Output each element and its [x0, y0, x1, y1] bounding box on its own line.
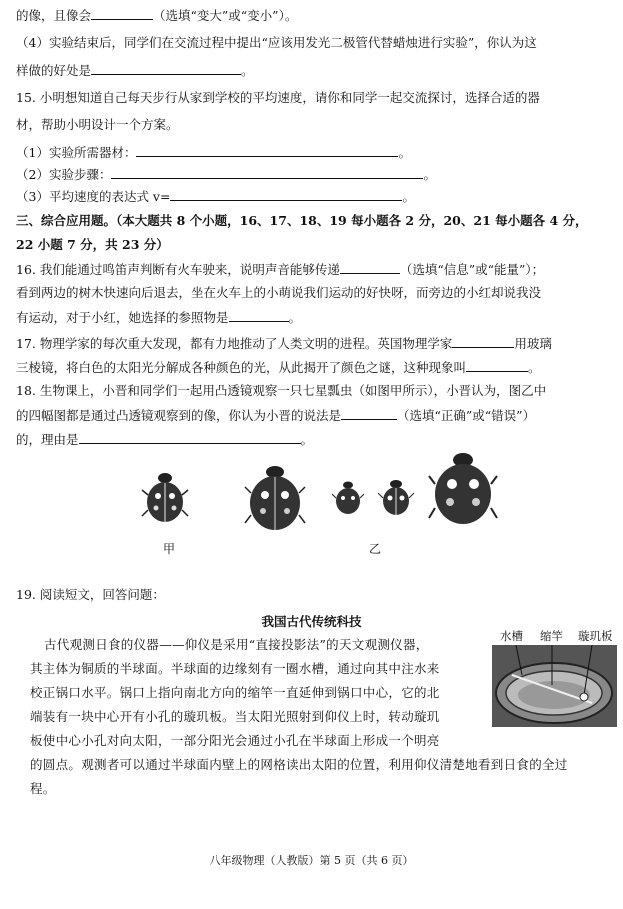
fig-label-plate: 璇玑板 — [578, 629, 613, 643]
q15-stem-cont: 材，帮助小明设计一个方案。 — [16, 117, 179, 132]
answer-blank — [452, 334, 514, 348]
article-line: 校正锅口水平。锅口上指向南北方向的缩竿一直延伸到锅口中心，它的北 — [30, 685, 440, 700]
article-line: 端装有一块中心开有小孔的璇玑板。当太阳光照射到仰仪上时，转动璇玑 — [30, 709, 440, 724]
q18-line-1: 18. 生物课上，小晋和同学们一起用凸透镜观察一只七星瓢虫（如图甲所示），小晋认为，图乙中 — [16, 383, 547, 398]
yangyi-instrument-figure — [492, 645, 617, 727]
answer-blank — [466, 358, 528, 372]
ladybug-figure-yi-3 — [378, 478, 414, 518]
section-3-heading: 三、综合应用题。（本大题共 8 个小题，16、17、18、19 每小题各 2 分，20、21 每小题各 4 分， — [16, 213, 588, 228]
q14-part-4-cont: 样做的好处是 。 — [16, 63, 254, 78]
q16-line-2: 看到两边的树木快速向后退去，坐在火车上的小萌说我们运动的好快呀，而旁边的小红却说我没 — [16, 285, 542, 300]
fig-label-water-trough: 水槽 — [500, 629, 523, 643]
page-footer: 八年级物理（人教版）第 5 页（共 6 页） — [209, 854, 414, 867]
ladybug-figure-yi-1 — [243, 463, 307, 537]
article-line: 其主体为铜质的半球面。半球面的边缘刻有一圈水槽，通过向其中注水来 — [30, 661, 440, 676]
q14-part-4: （4）实验结束后，同学们在交流过程中提出“应该用发光二极管代替蜡烛进行实验”，你认为这 — [16, 35, 537, 50]
article-line: 程。 — [30, 781, 56, 796]
article-line: 板使中心小孔对向太阳，一部分阳光会通过小孔在半球面上形成一个明亮 — [30, 733, 440, 748]
q15-part-3: （3）平均速度的表达式 v= 。 — [16, 189, 415, 204]
q15-part-2: （2）实验步骤： 。 — [16, 167, 436, 182]
ladybug-figure-jia — [140, 470, 190, 530]
fig-label-rod: 缩竿 — [540, 629, 563, 643]
answer-blank — [229, 308, 289, 322]
ladybug-figure-yi-4 — [428, 450, 498, 530]
figure-label-yi: 乙 — [369, 542, 382, 556]
article-line: 的圆点。观测者可以通过半球面内壁上的网格读出太阳的位置，利用仰仪清楚地看到日食的全过 — [30, 757, 568, 772]
section-3-heading-cont: 22 小题 7 分，共 23 分） — [16, 237, 169, 252]
q16-line-1: 16. 我们能通过鸣笛声判断有火车驶来，说明声音能够传递 （选填“信息”或“能量”）； — [16, 262, 545, 277]
q18-line-3: 的，理由是 。 — [16, 432, 314, 447]
q15-stem: 15. 小明想知道自己每天步行从家到学校的平均速度，请你和同学一起交流探讨，选择合适的器 — [16, 90, 540, 105]
q19-stem: 19. 阅读短文，回答问题： — [16, 587, 165, 602]
answer-blank — [79, 430, 301, 444]
q15-part-1: （1）实验所需器材： 。 — [16, 145, 411, 160]
q18-line-2: 的四幅图都是通过凸透镜观察到的像，你认为小晋的说法是 （选填“正确”或“错误”） — [16, 408, 536, 423]
figure-label-jia: 甲 — [163, 542, 176, 556]
article-body — [30, 633, 568, 801]
answer-blank — [91, 61, 241, 75]
article-line: 古代观测日食的仪器——仰仪是采用“直接投影法”的天文观测仪器， — [44, 637, 429, 652]
q17-line-2: 三棱镜，将白色的太阳光分解成各种颜色的光，从此揭开了颜色之谜，这种现象叫 。 — [16, 360, 541, 375]
article-title: 我国古代传统科技 — [261, 614, 362, 629]
q16-line-3: 有运动，对于小红，她选择的参照物是 。 — [16, 310, 302, 325]
answer-blank — [170, 187, 402, 201]
q14-line-1: 的像，且像会 （选填“变大”或“变小”）。 — [16, 8, 298, 23]
q17-line-1: 17. 物理学家的每次重大发现，都有力地推动了人类文明的进程。英国物理学家 用玻璃 — [16, 336, 552, 351]
answer-blank — [136, 143, 398, 157]
answer-blank — [341, 406, 397, 420]
answer-blank — [340, 260, 400, 274]
answer-blank — [91, 6, 153, 20]
answer-blank — [111, 165, 423, 179]
ladybug-figure-yi-2 — [332, 480, 364, 516]
